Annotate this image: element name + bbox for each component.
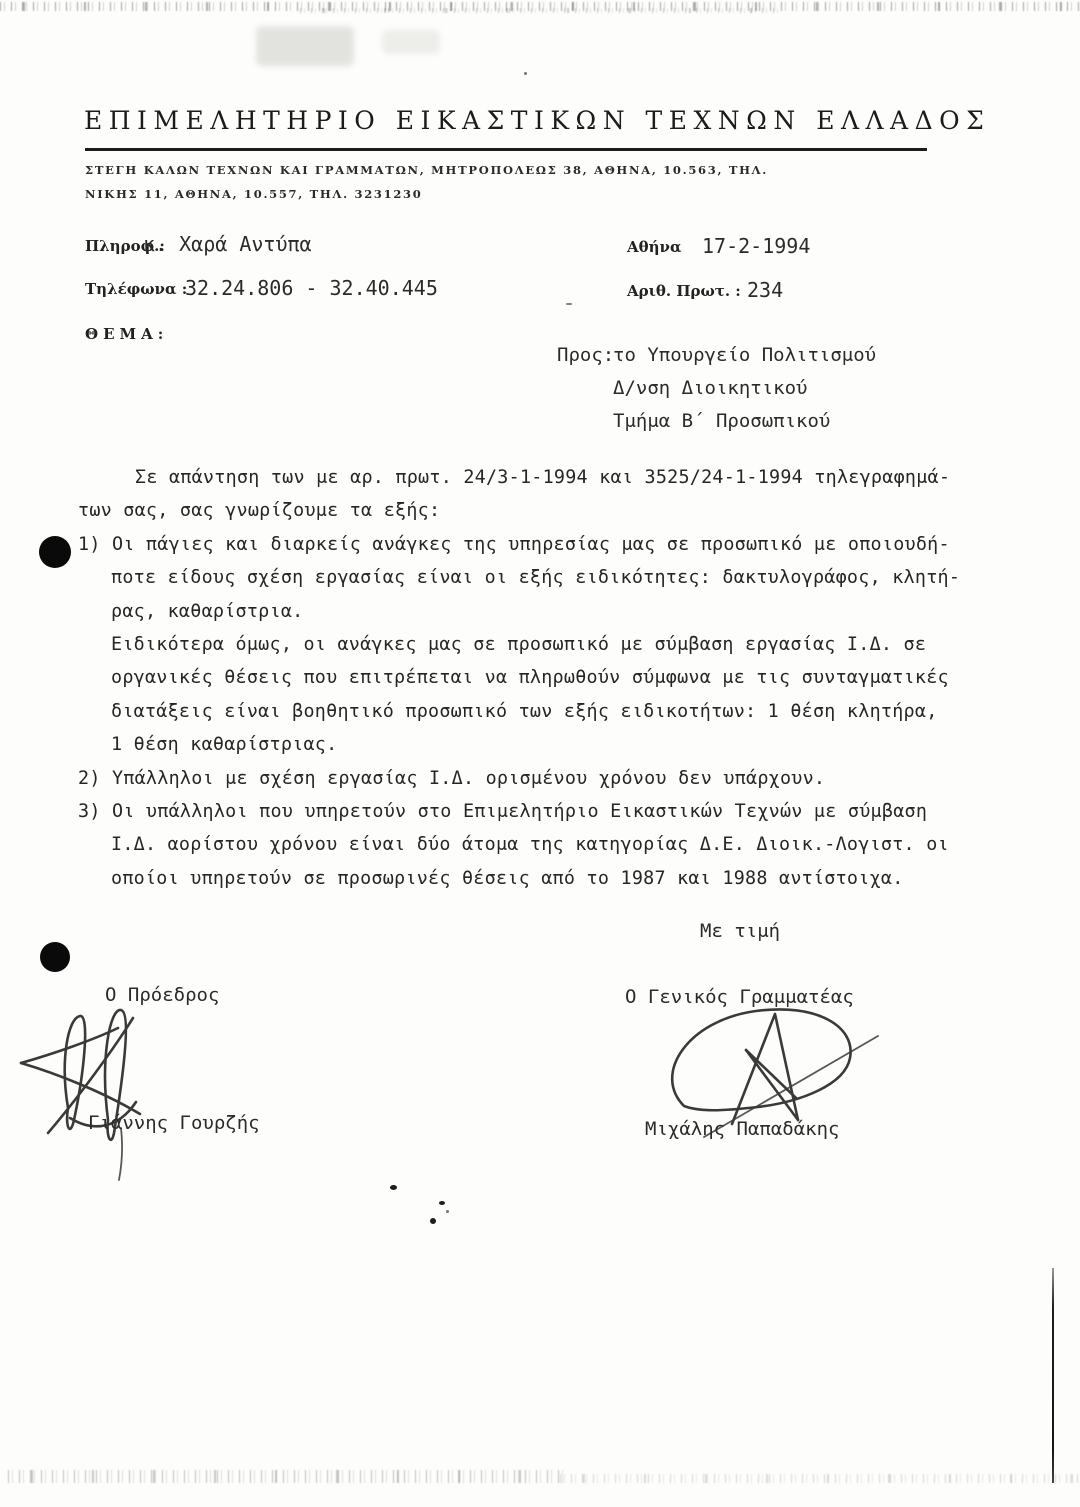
recipient-to-label: Προς: [557,344,615,366]
org-address-line2: ΝΙΚΗΣ 11, ΑΘΗΝΑ, 10.557, ΤΗΛ. 3231230 [85,187,423,201]
ink-speck [446,1210,449,1213]
body-line: διατάξεις είναι βοηθητικό προσωπικό των εξής ειδικοτήτων: 1 θέση κλητήρα, [111,700,938,722]
body-line: των σας, σας γνωρίζουμε τα εξής: [78,500,441,522]
body-line: 2) Υπάλληλοι με σχέση εργασίας Ι.Δ. ορισμένου χρόνου δεν υπάρχουν. [78,767,826,789]
body-line: 3) Οι υπάλληλοι που υπηρετούν στο Επιμελητήριο Εικαστικών Τεχνών με σύμβαση [78,801,928,823]
recipient-line: Τμήμα Β΄ Προσωπικού [613,410,831,432]
recipient-line: Δ/νση Διοικητικού [613,377,808,399]
scan-smudge [256,26,354,66]
body-line: Σε απάντηση των με αρ. πρωτ. 24/3-1-1994 και 3525/24-1-1994 τηλεγραφημά- [135,467,951,488]
president-signature [18,988,198,1183]
phones-value: 32.24.806 - 32.40.445 [185,276,438,300]
subject-label: ΘΕΜΑ: [85,325,169,343]
info-value: κ. Χαρά Αντύπα [143,232,312,256]
body-line: 1 θέση καθαρίστριας. [111,734,338,756]
body-line: ρας, καθαρίστρια. [111,600,304,622]
phones-label: Τηλέφωνα : [85,280,188,298]
scan-smudge-2 [382,30,440,54]
scan-line-artifact [1052,1268,1054,1483]
recipient-line: το Υπουργείο Πολιτισμού [613,344,877,366]
org-title: ΕΠΙΜΕΛΗΤΗΡΙΟ ΕΙΚΑΣΤΙΚΩΝ ΤΕΧΝΩΝ ΕΛΛΑΔΟΣ [84,106,991,135]
president-name: Γιάννης Γουρζής [88,1112,260,1134]
ink-speck [390,1185,397,1190]
hole-punch-mark [39,536,71,568]
salutation: Με τιμή [700,920,781,942]
protocol-label: Αριθ. Πρωτ. : [627,282,741,300]
ink-speck [439,1201,445,1205]
letter-body [78,461,1008,895]
president-title: Ο Πρόεδρος [105,984,220,1006]
info-label: Πληροφ.: [85,237,165,255]
body-line: οργανικές θέσεις που επιτρέπεται να πληρωθούν σύμφωνα με τις συνταγματικές [111,667,949,689]
body-line: οποίοι υπηρετούν σε προσωρινές θέσεις από το 1987 και 1988 αντίστοιχα. [111,867,904,889]
city-label: Αθήνα [627,238,682,256]
letterhead-rule [85,148,927,151]
protocol-number: 234 [747,278,784,302]
date-value: 17-2-1994 [702,234,811,258]
hole-punch-mark [40,942,70,972]
secretary-name: Μιχάλης Παπαδάκης [645,1118,840,1140]
body-line: ποτε είδους σχέση εργασίας είναι οι εξής ειδικότητες: δακτυλογράφος, κλητή- [111,567,961,589]
body-line: Ειδικότερα όμως, οι ανάγκες μας σε προσωπικό με σύμβαση εργασίας Ι.Δ. σε [111,634,927,656]
scan-noise-bottom [8,1470,568,1483]
ink-speck [566,303,572,305]
org-address-line1: ΣΤΕΓΗ ΚΑΛΩΝ ΤΕΧΝΩΝ ΚΑΙ ΓΡΑΜΜΑΤΩΝ, ΜΗΤΡΟΠΟΛΕΩΣ 38, ΑΘΗΝΑ, 10.563, ΤΗΛ. [85,163,769,177]
body-line: 1) Οι πάγιες και διαρκείς ανάγκες της υπηρεσίας μας σε προσωπικό με οποιουδή- [78,533,950,555]
scan-noise-top-2 [300,8,780,13]
scan-noise-bottom-2 [560,1474,1080,1483]
ink-speck [430,1218,436,1224]
secretary-title: Ο Γενικός Γραμματέας [625,986,854,1008]
body-line: Ι.Δ. αορίστου χρόνου είναι δύο άτομα της κατηγορίας Δ.Ε. Διοικ.-Λογιστ. οι [111,834,949,856]
ink-speck [524,72,527,75]
